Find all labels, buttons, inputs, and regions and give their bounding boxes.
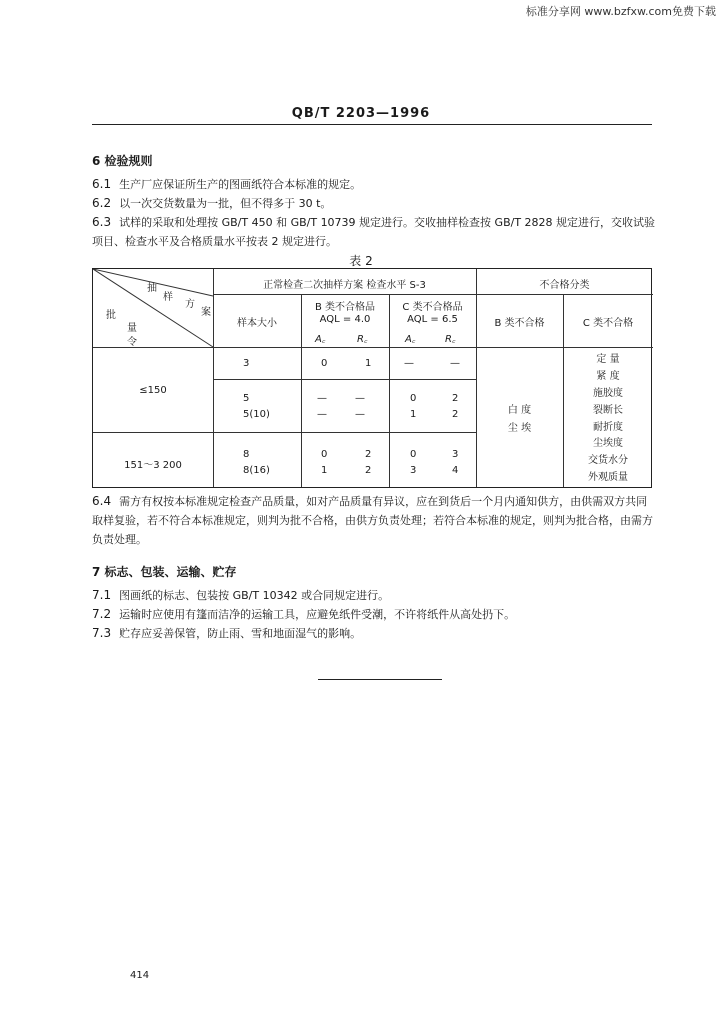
end-rule	[318, 679, 442, 680]
c-ac-cell: 0	[410, 449, 417, 460]
c-re-cell: 2	[452, 409, 459, 420]
section-6-heading: 6 检验规则	[92, 154, 153, 168]
b-class-header: B 类不合格品	[314, 302, 376, 313]
c-ac-cell: 0	[410, 393, 417, 404]
b-type-header: B 类不合格	[494, 318, 545, 329]
c-aql: AQL = 6.5	[407, 314, 458, 325]
scheme-header: 正常检查二次抽样方案 检查水平 S-3	[263, 280, 426, 291]
b-ac-cell: —	[317, 393, 327, 404]
clause-text: 贮存应妥善保管，防止雨、雪和地面湿气的影响。	[119, 627, 362, 640]
corner-label: 量	[127, 323, 137, 334]
clause-number: 6.1	[92, 177, 112, 191]
grid-line	[476, 294, 653, 295]
grid-line	[93, 432, 476, 433]
clause-7-1	[92, 586, 658, 605]
nonconformity-header: 不合格分类	[539, 280, 590, 291]
c-re-cell: —	[450, 358, 460, 369]
sample-size-cell: 8(16)	[243, 465, 270, 476]
c-class-item: 紧 度	[596, 371, 620, 382]
standard-code-header: QB/T 2203—1996	[291, 106, 431, 121]
clause-6-4	[92, 492, 658, 549]
lot-size-cell: ≤150	[139, 385, 167, 396]
corner-label: 批	[106, 310, 116, 321]
clause-number: 7.2	[92, 607, 112, 621]
c-ac-cell: —	[404, 358, 414, 369]
corner-label: 样	[163, 292, 173, 303]
b-ac-cell: 1	[321, 465, 328, 476]
c-ac-cell: 1	[410, 409, 417, 420]
b-class-item: 白 度	[507, 405, 532, 416]
c-class-item: 裂断长	[593, 405, 623, 416]
b-re-cell: 2	[365, 449, 372, 460]
c-class-header: C 类不合格品	[402, 302, 463, 313]
grid-line	[213, 269, 214, 487]
sample-size-cell: 8	[243, 449, 250, 460]
corner-label: 抽	[147, 283, 157, 294]
sample-size-cell: 5	[243, 393, 250, 404]
corner-label: 令	[127, 337, 137, 348]
c-class-item: 外观质量	[588, 472, 628, 483]
watermark-text: 标准分享网 www.bzfxw.com免费下载	[525, 5, 716, 18]
c-class-item: 尘埃度	[593, 438, 623, 449]
clause-number: 7.3	[92, 626, 112, 640]
corner-label: 方	[185, 299, 195, 310]
ac-label: A꜀	[405, 334, 416, 345]
clause-number: 7.1	[92, 588, 112, 602]
grid-line	[213, 379, 476, 380]
c-ac-cell: 3	[410, 465, 417, 476]
clause-7-2	[92, 605, 658, 624]
re-label: R꜀	[445, 334, 456, 345]
b-ac-cell: 0	[321, 358, 328, 369]
section-7-heading: 7 标志、包装、运输、贮存	[92, 565, 237, 579]
clause-7-3	[92, 624, 658, 643]
re-label: R꜀	[357, 334, 368, 345]
clause-number: 6.2	[92, 196, 112, 210]
clause-6-2	[92, 194, 658, 213]
b-re-cell: —	[355, 409, 365, 420]
b-ac-cell: 0	[321, 449, 328, 460]
clause-text: 以一次交货数量为一批，但不得多于 30 t。	[119, 197, 332, 210]
c-class-item: 耐折度	[593, 422, 623, 433]
clause-number: 6.4	[92, 494, 112, 508]
c-re-cell: 4	[452, 465, 459, 476]
sample-size-cell: 3	[243, 358, 250, 369]
b-re-cell: —	[355, 393, 365, 404]
b-re-cell: 2	[365, 465, 372, 476]
clause-6-3	[92, 213, 658, 251]
grid-line	[476, 269, 477, 487]
corner-label: 案	[201, 307, 211, 318]
lot-size-cell: 151～3 200	[124, 460, 182, 471]
c-re-cell: 2	[452, 393, 459, 404]
sample-size-cell: 5(10)	[243, 409, 270, 420]
sampling-table	[92, 268, 652, 488]
clause-text: 试样的采取和处理按 GB/T 450 和 GB/T 10739 规定进行。交收抽样检查按 GB/T 2828 规定进行，交收试验项目、检查水平及合格质量水平按表 2 规定进行。	[92, 216, 656, 248]
c-class-item: 交货水分	[588, 455, 628, 466]
b-aql: AQL = 4.0	[319, 314, 371, 325]
b-class-item: 尘 埃	[507, 423, 532, 434]
c-class-item: 定 量	[596, 354, 620, 365]
page-number: 414	[130, 970, 150, 981]
clause-text: 运输时应使用有篷而洁净的运输工具，应避免纸件受潮，不许将纸件从高处扔下。	[119, 608, 516, 621]
c-class-item: 施胶度	[593, 388, 623, 399]
clause-number: 6.3	[92, 215, 112, 229]
clause-text: 生产厂应保证所生产的图画纸符合本标准的规定。	[119, 178, 362, 191]
b-re-cell: 1	[365, 358, 372, 369]
header-rule	[92, 124, 652, 125]
table-caption: 表 2	[349, 254, 373, 268]
clause-6-1	[92, 175, 658, 194]
c-re-cell: 3	[452, 449, 459, 460]
clause-text: 图画纸的标志、包装按 GB/T 10342 或合同规定进行。	[119, 589, 390, 602]
c-type-header: C 类不合格	[582, 318, 634, 329]
b-ac-cell: —	[317, 409, 327, 420]
ac-label: A꜀	[315, 334, 326, 345]
sample-size-header: 样本大小	[237, 318, 277, 329]
grid-line	[213, 294, 476, 295]
grid-line	[93, 347, 653, 348]
clause-text: 需方有权按本标准规定检查产品质量，如对产品质量有异议，应在到货后一个月内通知供方，由供需双方共同取样复验，若不符合本标准规定，则判为批不合格，由供方负责处理；若符合本标准的规定，则判为批合格，由需方负责处理。	[92, 495, 653, 546]
